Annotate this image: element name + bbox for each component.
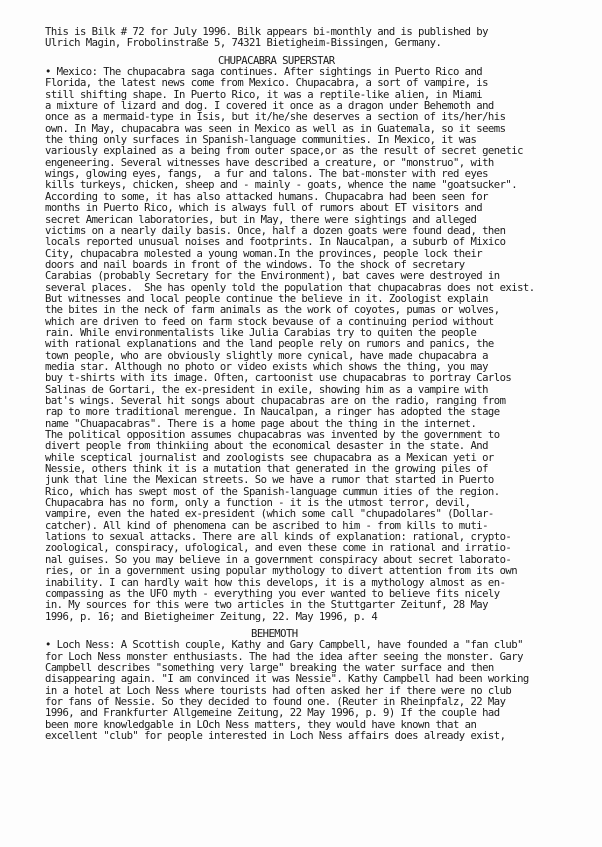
section-body [45, 640, 592, 742]
body-line: zoological, conspiracy, ufological, and even these come in rational and irratio- [45, 542, 512, 555]
body-line: compassing as the UFO myth - everything you ever wanted to believe fits nicely [45, 587, 500, 600]
section-chupacabra [45, 56, 592, 623]
body-line: kills turkeys, chicken, sheep and - mainly - goats, whence the name "goatsucker". [45, 179, 518, 192]
body-line: Chupacabra has no form, only a function - it is the utmost terror, devil, [45, 497, 471, 510]
body-line: inability. I can hardly wait how this develops, it is a mythology almost as en- [45, 576, 506, 589]
body-line: the bites in the neck of farm animals as the work of coyotes, pumas or wolves, [45, 304, 500, 317]
body-line: victims on a nearly daily basis. Once, half a dozen goats were found dead, then [45, 224, 506, 237]
body-line: divert people from thinkiing about the economical desaster in the state. And [45, 440, 488, 453]
body-line: ries, or in a government using popular mythology to divert attention from its own [45, 565, 518, 578]
body-line: own. In May, chupacabra was seen in Mexico as well as in Guatemala, so it seems [45, 122, 506, 135]
body-line: once as a mermaid-type in Isis, but it/he/she deserves a section of its/her/his [45, 111, 506, 124]
body-line: while sceptical journalist and zoologists see chupacabra as a Mexican yeti or [45, 451, 494, 464]
body-line: buy t-shirts with its image. Often, cartoonist use chupacabras to portray Carlos [45, 372, 512, 385]
body-line: which are driven to feed on farm stock bevause of a continuing period without [45, 315, 494, 328]
body-line: lations to sexual attacks. There are all kinds of explanation: rational, crypto- [45, 531, 512, 544]
body-line: disappearing again. "I am convinced it was Nessie". Kathy Campbell had been working [45, 673, 529, 686]
body-line: bat's wings. Several hit songs about chupacabras are on the radio, ranging from [45, 395, 506, 407]
body-line: Rico, which has swept most of the Spanish-language cummun ities of the region. [45, 485, 500, 498]
body-line: rain. While environmentalists like Julia Carabias try to quiten the people [45, 326, 477, 339]
body-line: • Mexico: The chupacabra saga continues. After sightings in Puerto Rico and [45, 66, 483, 79]
body-line: in a hotel at Loch Ness where tourists had often asked her if there were no club [45, 684, 512, 697]
body-line: several places. She has openly told the population that chupacabras does not exist. [45, 281, 535, 294]
section-behemoth [45, 629, 592, 742]
body-line: vampire, even the hated ex-president (which some call "chupadolares" (Dollar- [45, 508, 494, 521]
body-line: excellent "club" for people interested in Loch Ness affairs does already exist, [45, 729, 506, 742]
body-line: secret American laboratories, but in May, there were sightings and alleged [45, 213, 477, 226]
body-line: • Loch Ness: A Scottish couple, Kathy and Gary Campbell, have founded a "fan club" [45, 639, 523, 652]
body-line: media star. Although no photo or video exists which shows the thing, you may [45, 360, 488, 373]
body-line: town people, who are obviously slightly more cynical, have made chupacabra a [45, 349, 488, 362]
body-line: with rational explanations and the land people rely on rumors and panics, the [45, 338, 494, 351]
intro-line: Ulrich Magin, Frobolinstraße 5, 74321 Bietigheim-Bissingen, Germany. [45, 37, 442, 50]
body-line: wings, glowing eyes, fangs, a fur and talons. The bat-monster with red eyes [45, 168, 488, 181]
body-line: 1996, p. 16; and Bietigheimer Zeitung, 22. May 1996, p. 4 [45, 610, 378, 623]
body-line: the thing only surfaces in Spanish-language communities. In Mexico, it was [45, 134, 477, 147]
section-heading: BEHEMOTH [251, 627, 298, 640]
body-line: 1996, and Frankfurter Allgemeine Zeitung, 22 May 1996, p. 9) If the couple had [45, 707, 500, 720]
body-line: Campbell describes "something very large" breaking the water surface and then [45, 661, 494, 674]
section-body [45, 67, 592, 623]
intro-block [45, 27, 592, 50]
body-line: Carabias (probably Secretary for the Environment), bat caves were destroyed in [45, 270, 500, 283]
body-line: Salinas de Gortari, the ex-president in exile, showing him as a vampire with [45, 383, 488, 396]
body-line: a mixture of lizard and dog. I covered it once as a dragon under Behemoth and [45, 100, 494, 113]
body-line: catcher). All kind of phenomena can be ascribed to him - from kills to muti- [45, 519, 488, 532]
body-line: According to some, it has also attacked humans. Chupacabra had been seen for [45, 190, 488, 203]
body-line: Florida, the latest news come from Mexico. Chupacabra, a sort of vampire, is [45, 77, 488, 90]
body-line: locals reported unusual noises and footprints. In Naucalpan, a suburb of Mixico [45, 236, 506, 249]
body-line: junk that line the Mexican streets. So we have a rumor that started in Puerto [45, 474, 494, 487]
body-line: But witnesses and local people continue the believe in it. Zoologist explain [45, 292, 488, 305]
body-line: name "Chuapacabras". There is a home page about the thing in the internet. [45, 417, 477, 430]
body-line: doors and nail boards in front of the windows. To the shock of secretary [45, 258, 465, 271]
body-line: in. My sources for this were two articles in the Stuttgarter Zeitunf, 28 May [45, 599, 488, 612]
intro-line: This is Bilk # 72 for July 1996. Bilk appears bi-monthly and is published by [45, 26, 488, 38]
body-line: for fans of Nessie. So they decided to found one. (Reuter in Rheinpfalz, 22 May [45, 695, 506, 708]
body-line: rap to more traditional merengue. In Naucalpan, a ringer has adopted the stage [45, 406, 500, 419]
body-line: Nessie, others think it is a mutation that generated in the growing piles of [45, 463, 488, 476]
body-line: for Loch Ness monster enthusiasts. The had the idea after seeing the monster. Gary [45, 650, 523, 663]
body-line: engeneering. Several witnesses have described a creature, or "monstruo", with [45, 156, 494, 169]
section-heading: CHUPACABRA SUPERSTAR [218, 54, 335, 67]
body-line: City, chupacabra molested a young woman.In the provinces, people lock their [45, 247, 483, 260]
body-line: variously explained as a being from outer space,or as the result of secret genetic [45, 145, 523, 158]
body-line: nal guises. So you may believe in a government conspiracy about secret laborato- [45, 553, 512, 566]
body-line: The political opposition assumes chupacabras was invented by the government to [45, 429, 500, 442]
body-line: months in Puerto Rico, which is always full of rumors about ET visitors and [45, 202, 483, 215]
body-line: been more knowledgable in LOch Ness matters, they would have known that an [45, 718, 477, 731]
body-line: still shifting shape. In Puerto Rico, it was a reptile-like alien, in Miami [45, 88, 483, 101]
